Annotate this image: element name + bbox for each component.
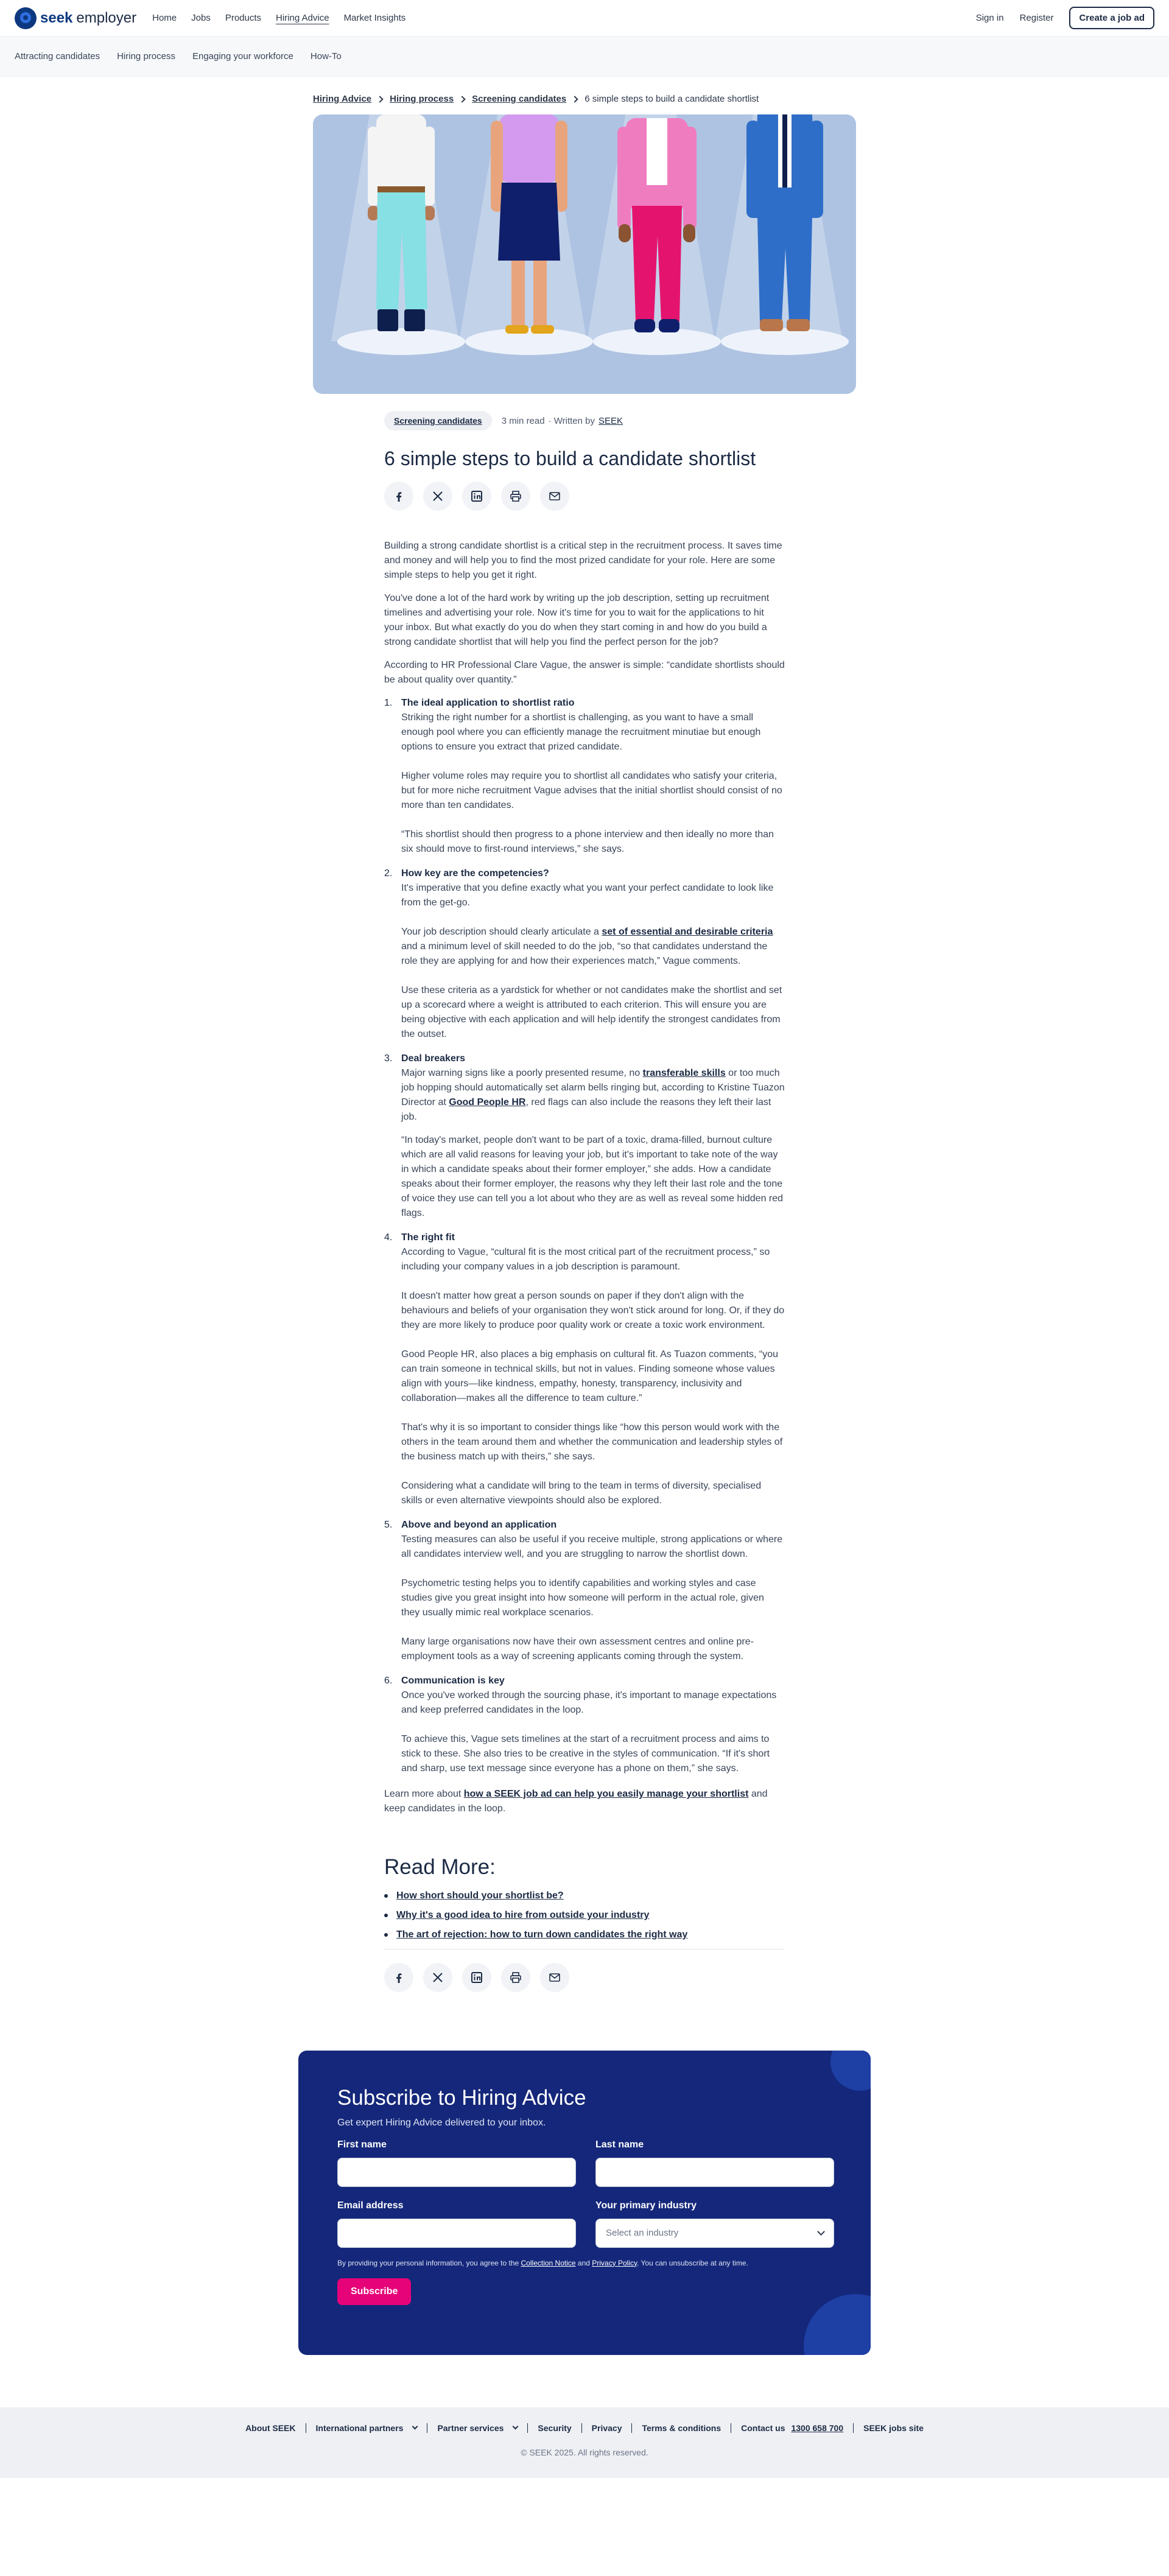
share-x-button[interactable] <box>423 1963 452 1992</box>
article-meta <box>384 411 785 430</box>
step-paragraph: Once you've worked through the sourcing phase, it's important to manage expectations and keep preferred candidates in the loop. <box>401 1690 777 1715</box>
candidate-figure-4 <box>733 114 837 352</box>
step-paragraph: “In today's market, people don't want to be part of a toxic, drama-filled, burnout culture which are all valid reasons for leaving your job, but it's important to take note of the way in which a candidate speaks about their former employer,” she adds. How a candidate speaks about their former employer, the reasons why they left their last role and the tone of voice they use can tell you a lot about who they are as well as reveal some hidden red flags. <box>401 1134 784 1218</box>
step-paragraph: Many large organisations now have their own assessment centres and online pre-employment tools as a way of screening applicants coming through the system. <box>401 1636 754 1662</box>
share-email-button[interactable] <box>540 1963 569 1992</box>
step-item <box>384 1518 785 1669</box>
subnav-how-to[interactable]: How-To <box>310 51 342 61</box>
step-paragraph: According to Vague, “cultural fit is the most critical part of the recruitment process,” so including your company values in a job description is paramount. <box>401 1246 770 1272</box>
step-number: 6. <box>384 1675 393 1686</box>
step-number: 4. <box>384 1232 393 1243</box>
facebook-icon <box>393 490 405 502</box>
step-number: 1. <box>384 697 393 708</box>
read-more-link[interactable]: The art of rejection: how to turn down candidates the right way <box>396 1929 688 1940</box>
subnav-engaging-workforce[interactable]: Engaging your workforce <box>192 51 293 61</box>
intro-paragraph: Building a strong candidate shortlist is a critical step in the recruitment process. It saves time and money and will help you to find the most prized candidate for your role. Here are some simple steps to help you get it right. <box>384 540 782 580</box>
breadcrumb-screening-candidates[interactable]: Screening candidates <box>472 94 567 104</box>
linkedin-icon <box>471 490 483 502</box>
subnav-hiring-process[interactable]: Hiring process <box>117 51 175 61</box>
step-paragraph: That's why it is so important to consider things like “how this person would work with the others in the team around them and whether the communication and leadership styles of the business match up with theirs,” she says. <box>401 1422 783 1462</box>
step-paragraph: It's imperative that you define exactly what you want your perfect candidate to look like from the get-go. <box>401 882 774 908</box>
footer-international-partners[interactable]: International partners <box>306 2423 428 2433</box>
share-bar-bottom <box>384 1963 785 1992</box>
breadcrumb-current: 6 simple steps to build a candidate shortlist <box>584 94 759 104</box>
subnav-attracting-candidates[interactable]: Attracting candidates <box>15 51 100 61</box>
step-item <box>384 1051 785 1226</box>
main-nav <box>152 13 405 23</box>
footer-jobs-site-link[interactable]: SEEK jobs site <box>863 2423 924 2433</box>
industry-label: Your primary industry <box>595 2200 697 2211</box>
candidate-figure-3 <box>605 114 709 352</box>
nav-jobs[interactable]: Jobs <box>191 13 211 23</box>
print-button[interactable] <box>501 482 530 511</box>
step-paragraph: Testing measures can also be useful if you receive multiple, strong applications or where all candidates interview well, and you are struggling to narrow the shortlist down. <box>401 1534 783 1559</box>
subscribe-title: Subscribe to Hiring Advice <box>337 2085 586 2110</box>
seek-employer-logo[interactable] <box>15 7 136 29</box>
step-item <box>384 1674 785 1781</box>
step-paragraph: Good People HR, also places a big emphasis on cultural fit. As Tuazon comments, “you can train someone in technical skills, but not in values. Finding someone whose values align with yours—like kindness, empathy, honesty, transparency, inclusivity and collaboration—makes all the difference to team culture.” <box>401 1349 778 1403</box>
read-more-link[interactable]: Why it's a good idea to hire from outside your industry <box>396 1909 650 1920</box>
register-link[interactable]: Register <box>1019 13 1054 23</box>
step-number: 2. <box>384 868 393 879</box>
step-item <box>384 1230 785 1513</box>
step-number: 3. <box>384 1053 393 1064</box>
step-title: Above and beyond an application <box>401 1519 557 1530</box>
privacy-policy-link[interactable]: Privacy Policy <box>592 2258 637 2267</box>
chevron-right-icon <box>572 96 578 102</box>
steps-list <box>384 696 785 1781</box>
step-paragraph: Psychometric testing helps you to identify capabilities and working styles and case studies give you great insight into how someone will perform in the actual role, given they usually mimic real workplace scenarios. <box>401 1578 764 1618</box>
step-item <box>384 696 785 862</box>
copyright: © SEEK 2025. All rights reserved. <box>521 2447 648 2457</box>
step-paragraph: It doesn't matter how great a person sounds on paper if they don't align with the behaviours and beliefs of your organisation they won't stick around for long. Or, if they do they are more likely to produce poor quality work or create a toxic work environment. <box>401 1290 785 1330</box>
candidate-figure-2 <box>477 114 581 352</box>
email-icon <box>549 490 561 502</box>
sign-in-link[interactable]: Sign in <box>975 13 1004 23</box>
step-paragraph: Use these criteria as a yardstick for whether or not candidates make the shortlist and set up a scorecard where a weight is attributed to each criterion. This will ensure you are being objective with each application and will help identify the strongest candidates from the outset. <box>401 984 782 1039</box>
divider <box>384 1949 785 1950</box>
read-more-list <box>384 1890 785 1940</box>
email-field[interactable] <box>337 2219 576 2248</box>
article-body <box>384 539 785 1816</box>
chevron-down-icon <box>513 2424 519 2430</box>
print-icon <box>510 490 522 502</box>
article <box>384 411 785 1992</box>
step-title: Deal breakers <box>401 1053 465 1064</box>
seek-job-ad-link[interactable]: how a SEEK job ad can help you easily manage your shortlist <box>463 1788 749 1799</box>
written-by-label: · Written by <box>548 415 595 426</box>
footer-links <box>0 2423 1169 2433</box>
nav-home[interactable]: Home <box>152 13 177 23</box>
step-paragraph: Considering what a candidate will bring to the team in terms of diversity, specialised skills or even alternative viewpoints should also be explored. <box>401 1480 762 1506</box>
share-linkedin-button[interactable] <box>462 1963 491 1992</box>
industry-select[interactable] <box>595 2219 834 2248</box>
print-icon <box>510 1971 522 1984</box>
article-title: 6 simple steps to build a candidate shortlist <box>384 447 756 469</box>
read-more-heading: Read More: <box>384 1855 496 1879</box>
chevron-down-icon <box>412 2424 418 2430</box>
read-more-link[interactable]: How short should your shortlist be? <box>396 1890 564 1901</box>
transferable-skills-link[interactable]: transferable skills <box>642 1067 726 1078</box>
footer-about-link[interactable]: About SEEK <box>236 2423 306 2433</box>
essential-criteria-link[interactable]: set of essential and desirable criteria <box>602 926 773 937</box>
nav-products[interactable]: Products <box>225 13 262 23</box>
chevron-down-icon <box>817 2228 825 2236</box>
site-header <box>0 0 1169 37</box>
step-paragraph: “This shortlist should then progress to a phone interview and then ideally no more than six should move to first-round interviews,” she says. <box>401 829 774 854</box>
logo-employer-text: employer <box>76 9 137 26</box>
email-label: Email address <box>337 2200 404 2211</box>
last-name-label: Last name <box>595 2139 644 2150</box>
nav-market-insights[interactable]: Market Insights <box>343 13 406 23</box>
share-email-button[interactable] <box>540 482 569 511</box>
intro-paragraph: You've done a lot of the hard work by writing up the job description, setting up recruitment timelines and advertising your role. Now it's time for you to wait for the applications to hit your inbox. But what exactly do you do when they start coming in and how do you build a strong candidate shortlist that will help you find the perfect person for the job? <box>384 592 770 647</box>
outro-paragraph: Learn more about how a SEEK job ad can help you easily manage your shortlist and keep candidates in the loop. <box>384 1788 768 1814</box>
chevron-right-icon <box>459 96 466 102</box>
create-job-ad-button[interactable]: Create a job ad <box>1069 7 1154 29</box>
seek-logo-icon <box>15 7 37 29</box>
step-title: The right fit <box>401 1232 455 1243</box>
candidate-figure-1 <box>349 114 453 352</box>
last-name-field[interactable] <box>595 2158 834 2187</box>
logo-seek-text: seek <box>40 9 73 26</box>
first-name-field[interactable] <box>337 2158 576 2187</box>
breadcrumb-hiring-advice[interactable]: Hiring Advice <box>313 94 372 104</box>
intro-paragraph: According to HR Professional Clare Vague, the answer is simple: “candidate shortlists should be about quality over quantity.” <box>384 659 785 685</box>
step-title: The ideal application to shortlist ratio <box>401 697 575 708</box>
author-link[interactable]: SEEK <box>599 415 623 426</box>
category-tag[interactable]: Screening candidates <box>384 411 492 430</box>
step-paragraph: Striking the right number for a shortlist is challenging, as you want to have a small enough pool where you can efficiently manage the recruitment minutiae but enough options to ensure you extract that prized candidate. <box>401 712 761 752</box>
step-title: How key are the competencies? <box>401 868 549 879</box>
step-title: Communication is key <box>401 1675 505 1686</box>
step-paragraph: Your job description should clearly articulate a set of essential and desirable criteria and a minimum level of skill needed to do the job, “so that candidates understand the role they are applying for and how their experiences match,” Vague comments. <box>401 926 773 966</box>
step-number: 5. <box>384 1519 393 1530</box>
header-actions <box>976 7 1154 29</box>
footer-partner-services[interactable]: Partner services <box>427 2423 528 2433</box>
email-icon <box>549 1971 561 1984</box>
subscribe-description: Get expert Hiring Advice delivered to your inbox. <box>337 2117 546 2128</box>
read-time: 3 min read <box>501 415 545 426</box>
industry-select-value: Select an industry <box>606 2228 679 2239</box>
print-button[interactable] <box>501 1963 530 1992</box>
sub-nav <box>0 37 1169 77</box>
x-icon <box>432 1971 444 1984</box>
read-more-item <box>384 1890 785 1901</box>
read-more-item <box>384 1910 785 1921</box>
subscribe-button[interactable]: Subscribe <box>337 2278 411 2305</box>
step-item <box>384 866 785 1047</box>
share-x-button[interactable] <box>423 482 452 511</box>
step-paragraph: Higher volume roles may require you to shortlist all candidates who satisfy your criteria, but for more niche recruitment Vague advises that the initial shortlist should consist of no more than ten candidates. <box>401 770 782 810</box>
hero-illustration <box>313 114 856 394</box>
facebook-icon <box>393 1971 405 1984</box>
first-name-label: First name <box>337 2139 387 2150</box>
chevron-right-icon <box>376 96 383 102</box>
share-linkedin-button[interactable] <box>462 482 491 511</box>
subscribe-panel <box>298 2051 871 2355</box>
share-facebook-button[interactable] <box>384 1963 413 1992</box>
good-people-hr-link[interactable]: Good People HR <box>449 1097 526 1107</box>
breadcrumb-hiring-process[interactable]: Hiring process <box>390 94 454 104</box>
breadcrumb <box>313 94 856 104</box>
linkedin-icon <box>471 1971 483 1984</box>
read-more-item <box>384 1929 785 1940</box>
collection-notice-link[interactable]: Collection Notice <box>521 2258 576 2267</box>
privacy-notice: By providing your personal information, you agree to the Collection Notice and Privacy Policy. You can unsubscribe at any time. <box>337 2258 748 2267</box>
contact-phone-link[interactable]: 1300 658 700 <box>791 2423 844 2433</box>
footer-contact: Contact us 1300 658 700 <box>731 2423 854 2433</box>
subscribe-form <box>337 2139 832 2248</box>
step-paragraph: Major warning signs like a poorly presented resume, no transferable skills or too much job hopping should automatically set alarm bells ringing but, according to Kristine Tuazon Director at Good People HR, red flags can also include the reasons they left their last job. <box>401 1067 785 1122</box>
x-icon <box>432 490 444 502</box>
nav-hiring-advice[interactable]: Hiring Advice <box>276 13 329 23</box>
share-bar <box>384 482 785 511</box>
step-paragraph: To achieve this, Vague sets timelines at the start of a recruitment process and aims to stick to these. She also tries to be creative in the styles of communication. “If it's short and sharp, use text message since everyone has a phone on them,” she says. <box>401 1733 770 1774</box>
decorative-circle <box>830 2051 871 2091</box>
share-facebook-button[interactable] <box>384 482 413 511</box>
footer-privacy-link[interactable]: Privacy <box>582 2423 633 2433</box>
footer-security-link[interactable]: Security <box>528 2423 581 2433</box>
footer-terms-link[interactable]: Terms & conditions <box>632 2423 731 2433</box>
site-footer <box>0 2407 1169 2478</box>
decorative-circle <box>804 2294 871 2355</box>
